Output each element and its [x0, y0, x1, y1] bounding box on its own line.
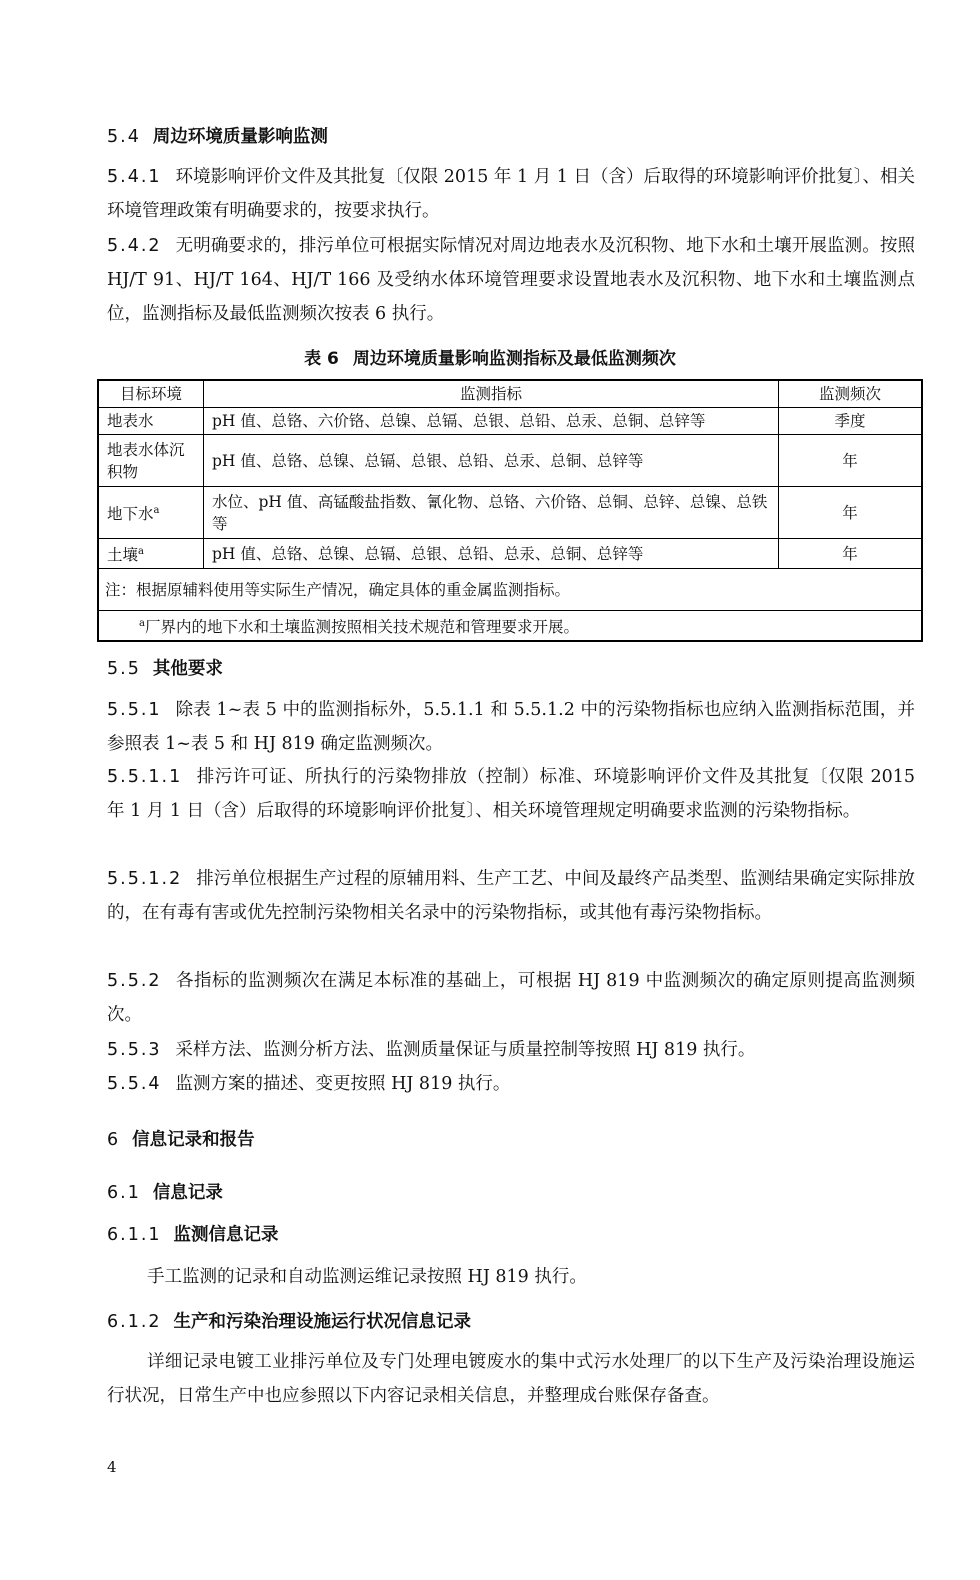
table-row: [98, 408, 922, 435]
monitoring-table: [97, 379, 923, 642]
cell-env: [98, 487, 204, 539]
cell-indicators: pH 值、总铬、六价铬、总镍、总镉、总银、总铅、总汞、总铜、总锌等: [204, 408, 779, 435]
footnote-marker: a: [138, 546, 144, 557]
paragraph-5-4-2: [107, 229, 915, 331]
cell-frequency: 年: [779, 435, 923, 487]
clause-number: 5.5.1.1: [107, 767, 183, 787]
cell-indicators: pH 值、总铬、总镍、总镉、总银、总铅、总汞、总铜、总锌等: [204, 435, 779, 487]
section-title: 周边环境质量影响监测: [152, 127, 328, 147]
section-number: 6.1.1: [107, 1225, 162, 1245]
clause-text: 监测方案的描述、变更按照 HJ 819 执行。: [175, 1074, 511, 1094]
section-number: 6.1.2: [107, 1312, 162, 1332]
section-title: 信息记录: [152, 1183, 223, 1203]
cell-frequency: 年: [779, 487, 923, 539]
paragraph-6-1-1: [107, 1260, 915, 1294]
header-target-env: 目标环境: [98, 380, 204, 408]
table-caption: [0, 344, 980, 369]
clause-number: 5.4.1: [107, 167, 162, 187]
clause-number: 5.4.2: [107, 236, 162, 256]
header-indicators: 监测指标: [204, 380, 779, 408]
table-title: 周边环境质量影响监测指标及最低监测频次: [352, 349, 676, 369]
paragraph-5-5-1-1: [107, 760, 915, 828]
paragraph-5-5-2: [107, 964, 915, 1032]
section-title: 监测信息记录: [173, 1225, 279, 1245]
header-frequency: 监测频次: [779, 380, 923, 408]
cell-env: [98, 539, 204, 569]
clause-text: 环境影响评价文件及其批复〔仅限 2015 年 1 月 1 日（含）后取得的环境影响评价批复〕、相关环境管理政策有明确要求的，按要求执行。: [107, 167, 915, 221]
clause-text: 排污许可证、所执行的污染物排放（控制）标准、环境影响评价文件及其批复〔仅限 2015 年 1 月 1 日（含）后取得的环境影响评价批复〕、相关环境管理规定明确要求监测的污染物指标。: [107, 767, 915, 821]
section-title: 生产和污染治理设施运行状况信息记录: [173, 1312, 472, 1332]
section-number: 6.1: [107, 1183, 141, 1203]
section-number: 5.4: [107, 127, 141, 147]
paragraph-5-5-1: [107, 693, 915, 761]
clause-text: 排污单位根据生产过程的原辅用料、生产工艺、中间及最终产品类型、监测结果确定实际排放的，在有毒有害或优先控制污染物相关名录中的污染物指标，或其他有毒污染物指标。: [107, 869, 915, 923]
env-text: 土壤: [107, 546, 139, 565]
section-heading-6-1: [107, 1179, 223, 1204]
table-note: 注：根据原辅料使用等实际生产情况，确定具体的重金属监测指标。: [98, 569, 922, 611]
footnote-text: 厂界内的地下水和土壤监测按照相关技术规范和管理要求开展。: [144, 618, 579, 637]
section-heading-6-1-1: [107, 1221, 279, 1246]
paragraph-5-5-1-2: [107, 862, 915, 930]
section-heading-5-5: [107, 655, 223, 680]
clause-number: 5.5.4: [107, 1074, 162, 1094]
clause-text: 采样方法、监测分析方法、监测质量保证与质量控制等按照 HJ 819 执行。: [175, 1040, 756, 1060]
table-note-row: [98, 569, 922, 611]
cell-env: [98, 435, 204, 487]
clause-text: 无明确要求的，排污单位可根据实际情况对周边地表水及沉积物、地下水和土壤开展监测。按照 HJ/T 91、HJ/T 164、HJ/T 166 及受纳水体环境管理要求设置地表水及沉积物、地下水和土壤监测点位，监测指标及最低监测频次按表 6 执行。: [107, 236, 915, 324]
section-heading-5-4: [107, 123, 328, 148]
section-number: 5.5: [107, 659, 141, 679]
cell-frequency: 季度: [779, 408, 923, 435]
section-heading-6: [107, 1126, 255, 1151]
clause-text: 各指标的监测频次在满足本标准的基础上，可根据 HJ 819 中监测频次的确定原则提高监测频次。: [107, 971, 915, 1025]
table-number: 表 6: [304, 349, 339, 369]
cell-env: [98, 408, 204, 435]
section-heading-6-1-2: [107, 1308, 471, 1333]
clause-number: 5.5.2: [107, 971, 162, 991]
body-text: 详细记录电镀工业排污单位及专门处理电镀废水的集中式污水处理厂的以下生产及污染治理设施运行状况，日常生产中也应参照以下内容记录相关信息，并整理成台账保存备查。: [107, 1352, 915, 1406]
body-text: 手工监测的记录和自动监测运维记录按照 HJ 819 执行。: [147, 1267, 587, 1287]
table-footnote: [98, 611, 922, 642]
footnote-marker: a: [153, 504, 160, 516]
paragraph-6-1-2: [107, 1345, 915, 1413]
table-row: [98, 539, 922, 569]
paragraph-5-5-3: [107, 1033, 915, 1067]
section-title: 其他要求: [152, 659, 223, 679]
env-text: 地表水体沉积物: [107, 440, 185, 481]
clause-number: 5.5.1: [107, 700, 162, 720]
table-row: [98, 435, 922, 487]
env-text: 地下水: [107, 505, 154, 524]
paragraph-5-4-1: [107, 160, 915, 228]
section-title: 信息记录和报告: [132, 1130, 255, 1150]
table-footnote-row: [98, 611, 922, 642]
clause-number: 5.5.3: [107, 1040, 162, 1060]
cell-indicators: 水位、pH 值、高锰酸盐指数、氰化物、总铬、六价铬、总铜、总锌、总镍、总铁等: [204, 487, 779, 539]
clause-number: 5.5.1.2: [107, 869, 183, 889]
clause-text: 除表 1~表 5 中的监测指标外，5.5.1.1 和 5.5.1.2 中的污染物指标也应纳入监测指标范围，并参照表 1~表 5 和 HJ 819 确定监测频次。: [107, 700, 915, 754]
page-number: 4: [107, 1458, 117, 1476]
env-text: 地表水: [107, 412, 154, 430]
section-number: 6: [107, 1130, 121, 1150]
cell-frequency: 年: [779, 539, 923, 569]
cell-indicators: pH 值、总铬、总镍、总镉、总银、总铅、总汞、总铜、总锌等: [204, 539, 779, 569]
paragraph-5-5-4: [107, 1067, 915, 1101]
table-header-row: [98, 380, 922, 408]
footnote-marker: a: [139, 618, 145, 630]
table-row: [98, 487, 922, 539]
